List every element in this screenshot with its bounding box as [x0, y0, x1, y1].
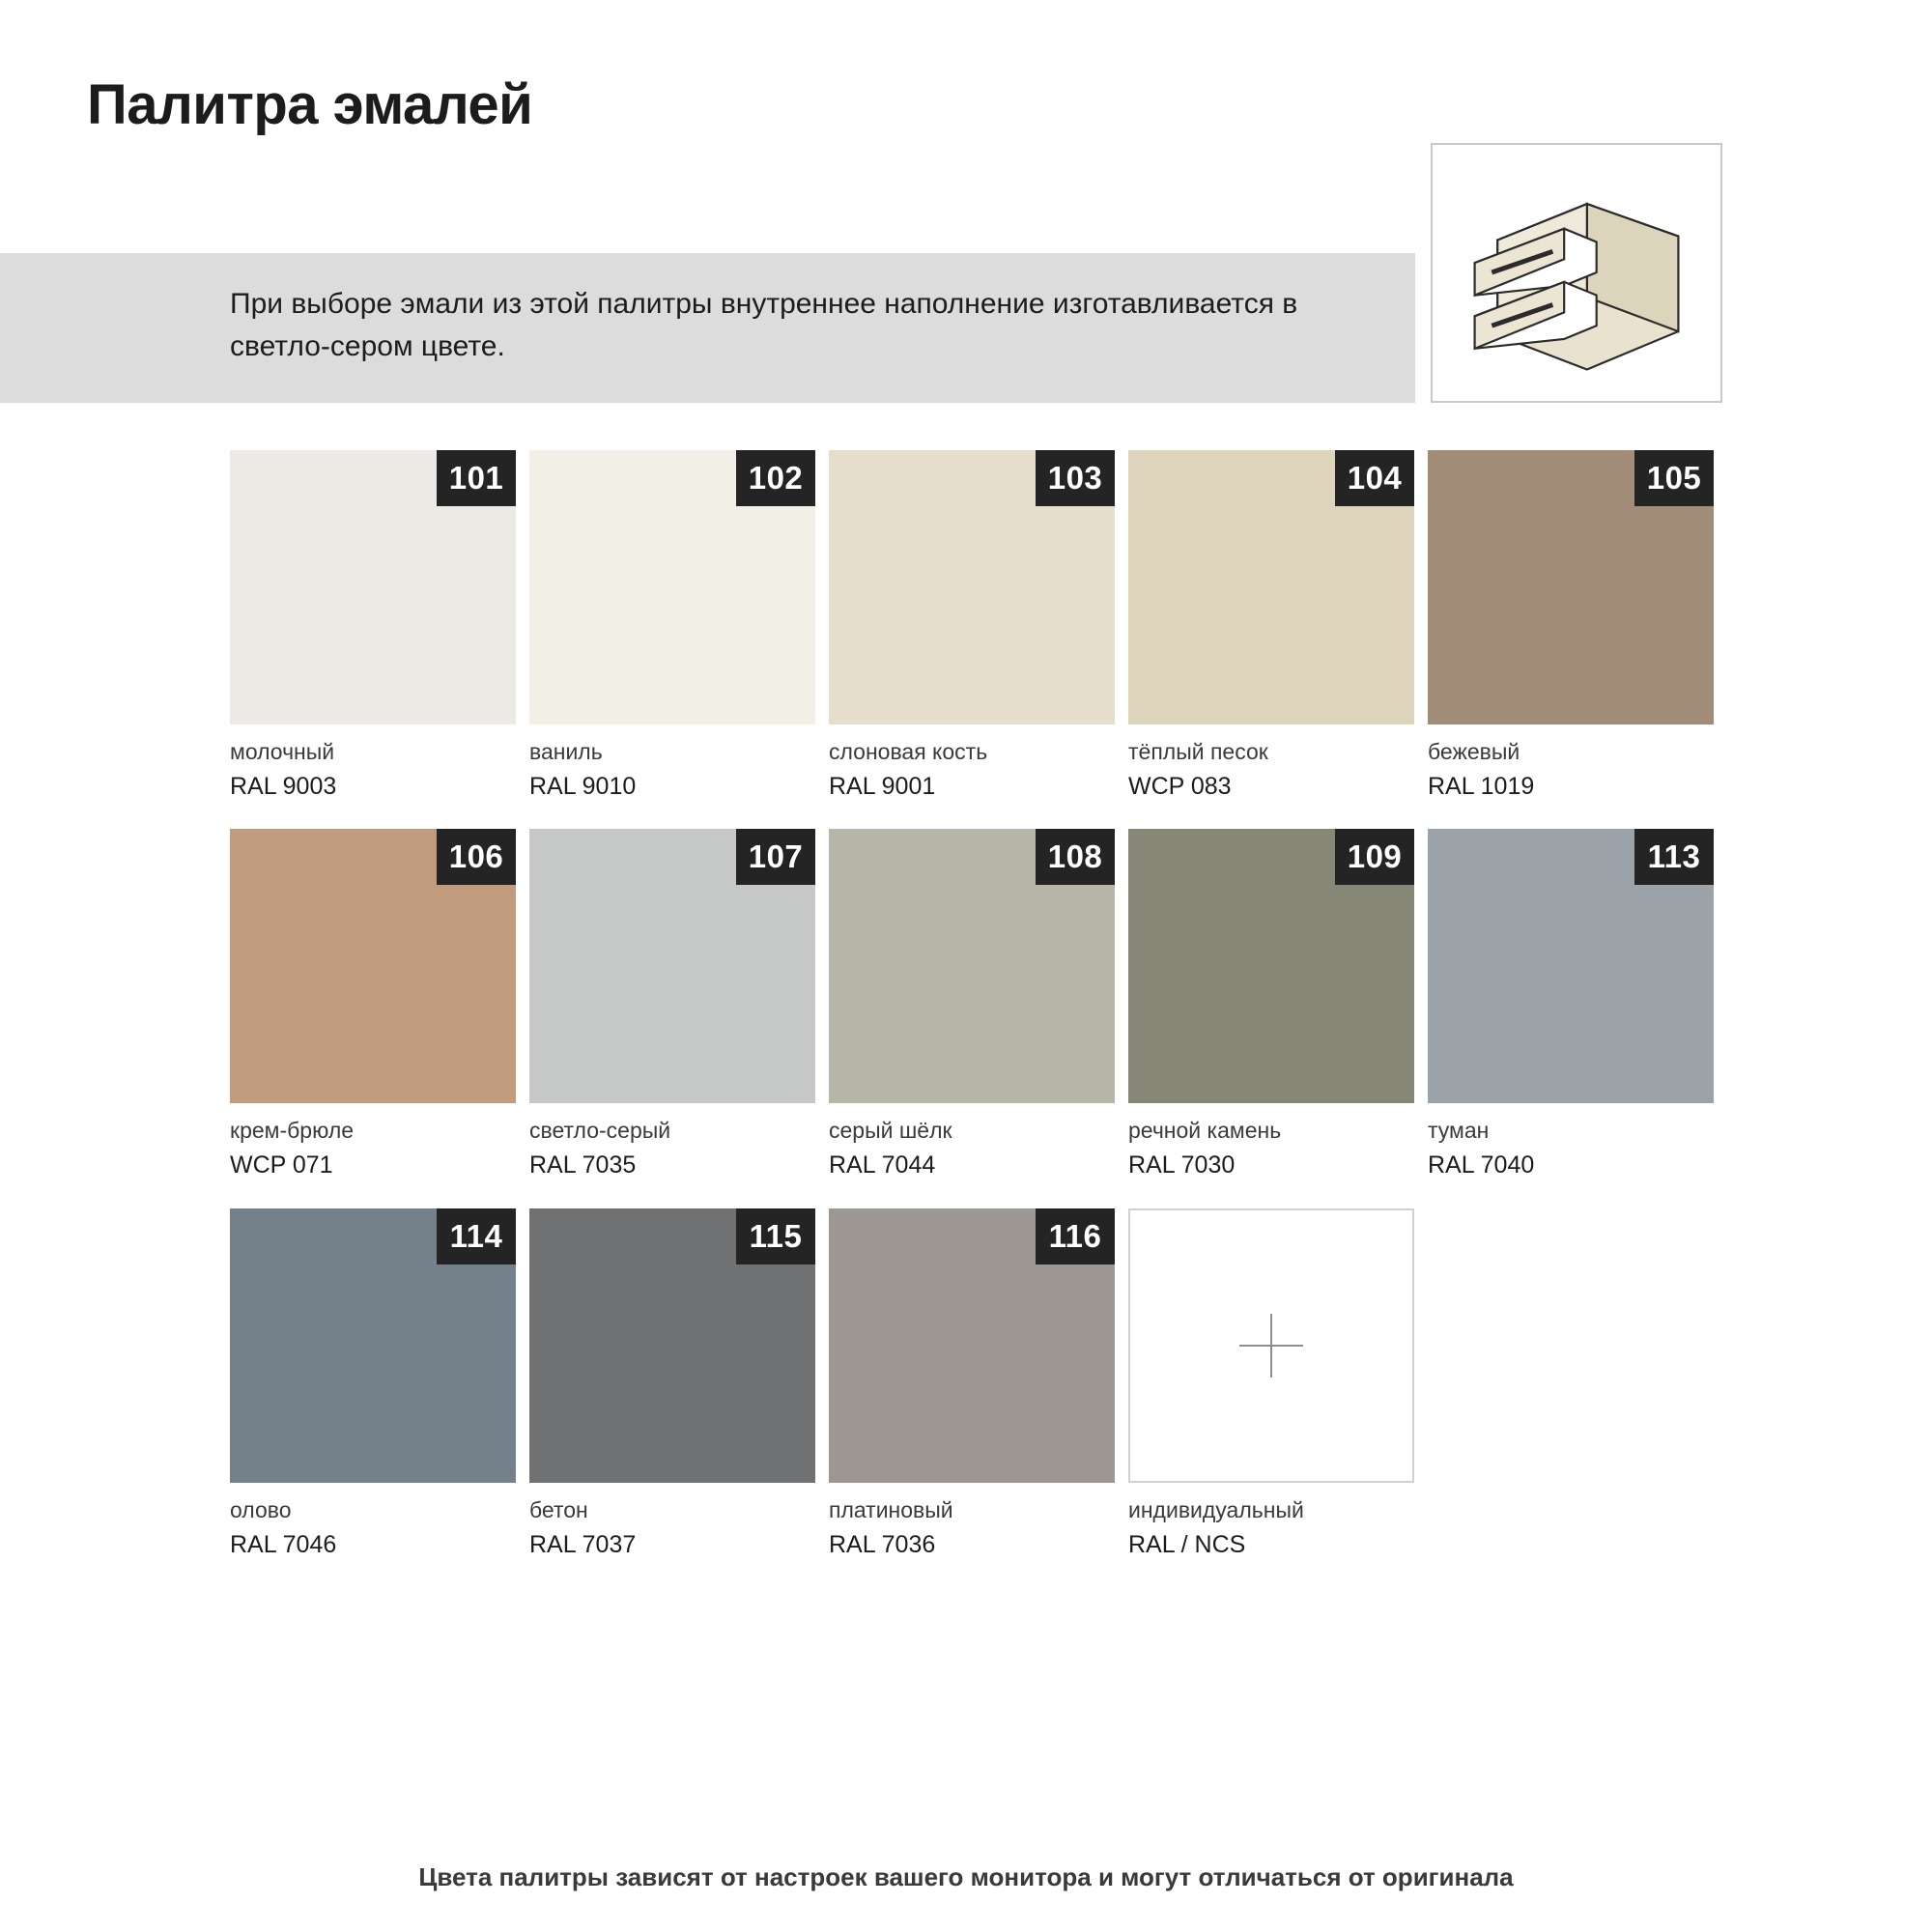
- swatch-code: WCP 071: [230, 1151, 333, 1179]
- swatch-108[interactable]: [829, 829, 1128, 1180]
- swatch-chip[interactable]: [1128, 829, 1414, 1103]
- swatch-name: слоновая кость: [829, 739, 988, 764]
- notice-text: При выборе эмали из этой палитры внутреннее наполнение изготавливается в светло-сером цвете.: [230, 288, 1298, 362]
- swatch-101[interactable]: [230, 450, 529, 802]
- swatch-102[interactable]: [529, 450, 829, 802]
- swatch-code: RAL 7037: [529, 1530, 637, 1558]
- swatch-row: [230, 1208, 1727, 1560]
- swatch-name: крем-брюле: [230, 1118, 355, 1144]
- swatch-107[interactable]: [529, 829, 829, 1180]
- swatch-code: RAL 7036: [829, 1530, 936, 1558]
- swatch-code: RAL 9001: [829, 772, 936, 800]
- swatch-custom[interactable]: [1128, 1208, 1428, 1560]
- swatch-code: RAL 9003: [230, 772, 337, 800]
- swatch-104[interactable]: [1128, 450, 1428, 802]
- footer-disclaimer: Цвета палитры зависят от настроек вашего монитора и могут отличаться от оригинала: [418, 1862, 1514, 1891]
- swatch-name: индивидуальный: [1128, 1496, 1304, 1522]
- swatch-name: светло-серый: [529, 1118, 671, 1144]
- swatch-name: бетон: [529, 1496, 588, 1522]
- swatch-number: 104: [1335, 450, 1414, 506]
- swatch-number: 103: [1036, 450, 1115, 506]
- swatch-chip[interactable]: [230, 450, 516, 724]
- drawer-cabinet-icon: [1433, 145, 1720, 401]
- swatch-row: [230, 829, 1727, 1180]
- drawer-cabinet-thumbnail: [1431, 143, 1722, 403]
- swatch-row: [230, 450, 1727, 802]
- swatch-chip[interactable]: [230, 1208, 516, 1483]
- swatch-number: 105: [1634, 450, 1714, 506]
- swatch-name: ваниль: [529, 739, 603, 764]
- swatch-chip[interactable]: [1128, 450, 1414, 724]
- swatch-number: 114: [437, 1208, 516, 1264]
- swatch-116[interactable]: [829, 1208, 1128, 1560]
- swatch-name: молочный: [230, 739, 335, 764]
- swatch-name: бежевый: [1428, 739, 1520, 764]
- page-title: Палитра эмалей: [87, 73, 533, 136]
- swatch-109[interactable]: [1128, 829, 1428, 1180]
- swatch-113[interactable]: [1428, 829, 1727, 1180]
- swatch-chip[interactable]: [1428, 829, 1714, 1103]
- swatch-number: 106: [437, 829, 516, 885]
- swatch-code: RAL 7044: [829, 1151, 936, 1179]
- swatch-code: RAL 7030: [1128, 1151, 1236, 1179]
- swatch-number: 102: [736, 450, 815, 506]
- swatch-chip-custom[interactable]: [1128, 1208, 1414, 1483]
- swatch-code: RAL 7035: [529, 1151, 637, 1179]
- swatch-code: RAL 9010: [529, 772, 637, 800]
- swatch-code: WCP 083: [1128, 772, 1232, 800]
- swatch-name: олово: [230, 1496, 292, 1522]
- swatch-chip[interactable]: [529, 1208, 815, 1483]
- swatch-105[interactable]: [1428, 450, 1727, 802]
- swatch-name: серый шёлк: [829, 1118, 952, 1144]
- swatch-chip[interactable]: [829, 450, 1115, 724]
- swatch-chip[interactable]: [829, 829, 1115, 1103]
- swatch-number: 115: [736, 1208, 815, 1264]
- swatch-name: платиновый: [829, 1496, 953, 1522]
- swatch-number: 116: [1036, 1208, 1115, 1264]
- swatch-code: RAL 7046: [230, 1530, 337, 1558]
- swatch-chip[interactable]: [529, 450, 815, 724]
- swatch-number: 109: [1335, 829, 1414, 885]
- swatch-106[interactable]: [230, 829, 529, 1180]
- swatch-number: 107: [736, 829, 815, 885]
- swatch-chip[interactable]: [529, 829, 815, 1103]
- swatch-name: туман: [1428, 1118, 1490, 1144]
- swatch-name: речной камень: [1128, 1118, 1282, 1144]
- swatch-code: RAL 1019: [1428, 772, 1535, 800]
- swatch-code: RAL / NCS: [1128, 1530, 1246, 1558]
- swatch-number: 108: [1036, 829, 1115, 885]
- plus-icon: [1239, 1314, 1303, 1378]
- swatch-103[interactable]: [829, 450, 1128, 802]
- swatch-115[interactable]: [529, 1208, 829, 1560]
- swatch-114[interactable]: [230, 1208, 529, 1560]
- swatch-empty: [1428, 1208, 1727, 1560]
- swatch-chip[interactable]: [829, 1208, 1115, 1483]
- swatch-chip[interactable]: [230, 829, 516, 1103]
- swatch-name: тёплый песок: [1128, 739, 1268, 764]
- swatch-grid: [230, 450, 1727, 1587]
- swatch-code: RAL 7040: [1428, 1151, 1535, 1179]
- swatch-chip[interactable]: [1428, 450, 1714, 724]
- swatch-number: 101: [437, 450, 516, 506]
- swatch-number: 113: [1634, 829, 1714, 885]
